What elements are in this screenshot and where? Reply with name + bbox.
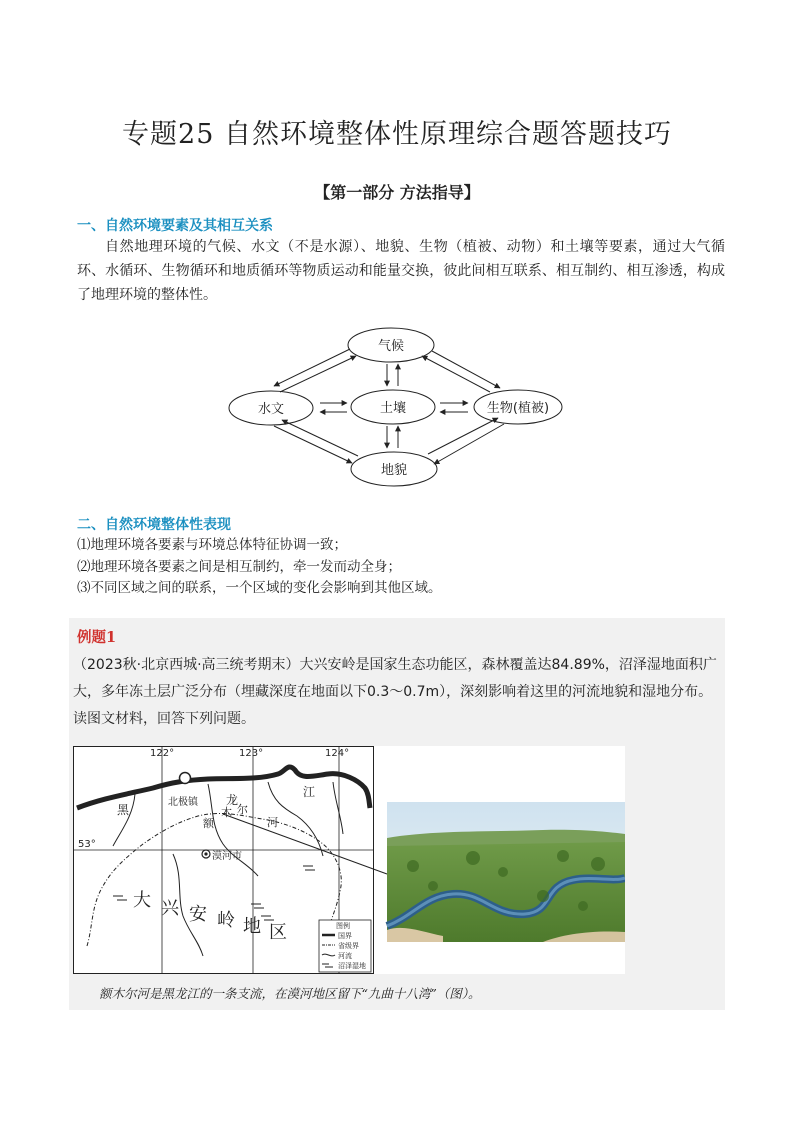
map-label-qu: 区	[269, 922, 287, 943]
example-box	[69, 618, 725, 1010]
map-label-hei: 黑	[117, 803, 130, 817]
climate-label: 气候	[377, 339, 405, 354]
section2-heading: 二、自然环境整体性表现	[77, 517, 231, 533]
city-label: 漠河市	[212, 851, 242, 862]
meander-river-photo	[387, 802, 625, 942]
example-text: （2023秋·北京西城·高三统考期末）大兴安岭是国家生态功能区，森林覆盖达84.89%，沼泽湿地面积广大，多年冻土层广泛分布（埋藏深度在地面以下0.3～0.7m），深刻影响着这里的河流地貌和湿地分布。读图文材料，回答下列问题。	[73, 657, 717, 727]
daxinganling-map	[73, 746, 625, 974]
lon-124-label: 124°	[325, 748, 350, 759]
map-label-e: 额	[203, 817, 214, 830]
list-item: ⑶不同区域之间的联系，一个区域的变化会影响到其他区域。	[77, 580, 442, 596]
map-label-he: 河	[267, 816, 278, 829]
map-label-long: 龙	[226, 793, 239, 807]
lon-122-label: 122°	[150, 748, 175, 759]
example-title: 例题1	[77, 629, 117, 646]
section1-paragraph: 自然地理环境的气候、水文（不是水源）、地貌、生物（植被、动物）和土壤等要素，通过大气循环、水循环、生物循环和地质循环等物质运动和能量交换，彼此间相互联系、相互制约、相互渗透，构成了地理环境的整体性。	[77, 239, 725, 303]
legend-border: 国界	[338, 932, 352, 940]
soil-label: 土壤	[379, 401, 407, 416]
town-marker	[180, 773, 191, 784]
example-caption: 额木尔河是黑龙江的一条支流，在漠河地区留下“九曲十八湾”（图）。	[99, 986, 481, 1001]
lat-53-label: 53°	[78, 839, 96, 850]
section1-heading: 一、自然环境要素及其相互关系	[77, 218, 273, 234]
map-label-an: 安	[189, 904, 207, 925]
list-item: ⑵地理环境各要素之间是相互制约，牵一发而动全身；	[77, 558, 401, 575]
map-label-mu: 木	[221, 806, 232, 819]
biology-label: 生物(植被)	[486, 401, 550, 416]
map-label-da: 大	[133, 890, 151, 911]
list-item: ⑴地理环境各要素与环境总体特征协调一致；	[77, 537, 347, 553]
hydrology-label: 水文	[257, 402, 285, 417]
map-label-jiang: 江	[303, 785, 316, 799]
map-label-er: 尔	[237, 803, 248, 816]
section2-list	[77, 535, 442, 600]
legend-title: 图例	[336, 922, 350, 930]
landform-label: 地貌	[380, 463, 408, 478]
environment-relationship-diagram	[228, 326, 568, 498]
part-heading: 【第一部分 方法指导】	[314, 183, 480, 202]
lon-123-label: 123°	[239, 748, 264, 759]
town-label: 北极镇	[168, 797, 198, 808]
example-figure	[73, 746, 625, 974]
legend-river: 河流	[338, 952, 352, 960]
map-legend	[319, 920, 371, 972]
map-label-xing: 兴	[161, 898, 179, 919]
map-label-ling: 岭	[217, 910, 235, 931]
legend-province: 省级界	[338, 942, 359, 950]
map-label-di: 地	[243, 916, 261, 937]
legend-wetland: 沼泽湿地	[338, 962, 366, 970]
page-title: 专题25 自然环境整体性原理综合题答题技巧	[122, 119, 672, 150]
